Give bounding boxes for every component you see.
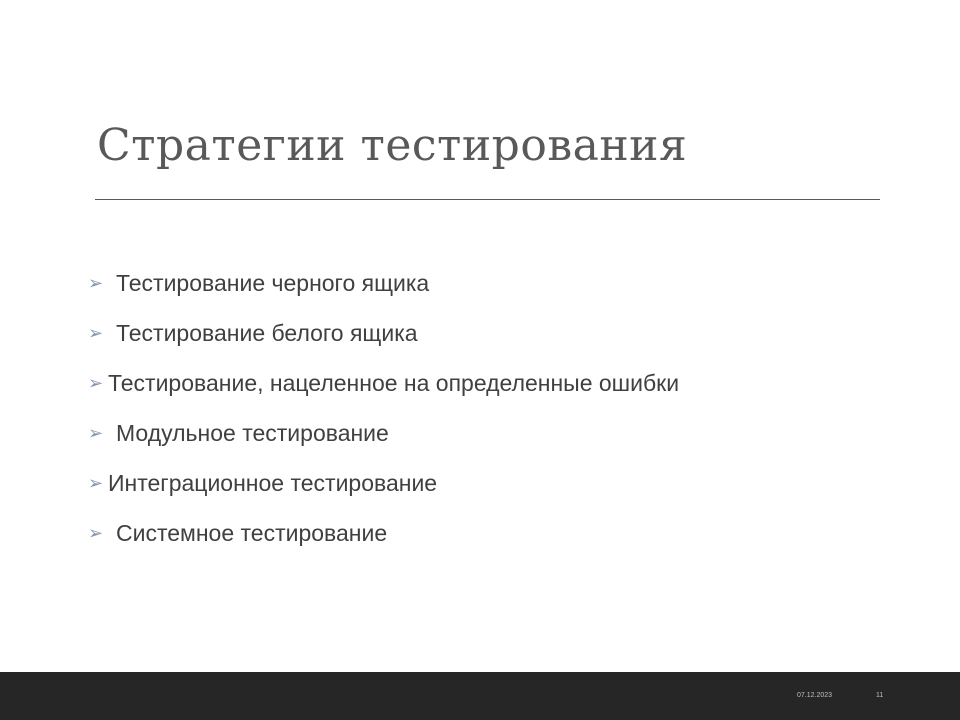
footer-bar: [0, 672, 960, 720]
bullet-item: [88, 458, 679, 508]
footer-date: 07.12.2023: [797, 692, 833, 699]
bullet-item: [88, 408, 679, 458]
bullet-text: Системное тестирование: [116, 519, 388, 546]
bullet-item: [88, 358, 679, 408]
arrow-right-icon: ➢: [88, 272, 104, 293]
arrow-right-icon: ➢: [88, 372, 104, 393]
slide-title: Стратегии тестирования: [97, 120, 688, 171]
arrow-right-icon: ➢: [88, 422, 104, 443]
page-number: 11: [876, 692, 884, 699]
bullet-text: Интеграционное тестирование: [108, 469, 438, 496]
bullet-item: [88, 308, 679, 358]
bullet-item: [88, 508, 679, 558]
arrow-right-icon: ➢: [88, 472, 104, 493]
arrow-right-icon: ➢: [88, 522, 104, 543]
title-divider: [95, 199, 880, 200]
bullet-text: Модульное тестирование: [116, 419, 389, 446]
bullet-text: Тестирование белого ящика: [116, 319, 418, 346]
bullet-list: [88, 258, 679, 558]
arrow-right-icon: ➢: [88, 322, 104, 343]
bullet-item: [88, 258, 679, 308]
bullet-text: Тестирование черного ящика: [116, 269, 430, 296]
bullet-text: Тестирование, нацеленное на определенные ошибки: [108, 369, 680, 396]
